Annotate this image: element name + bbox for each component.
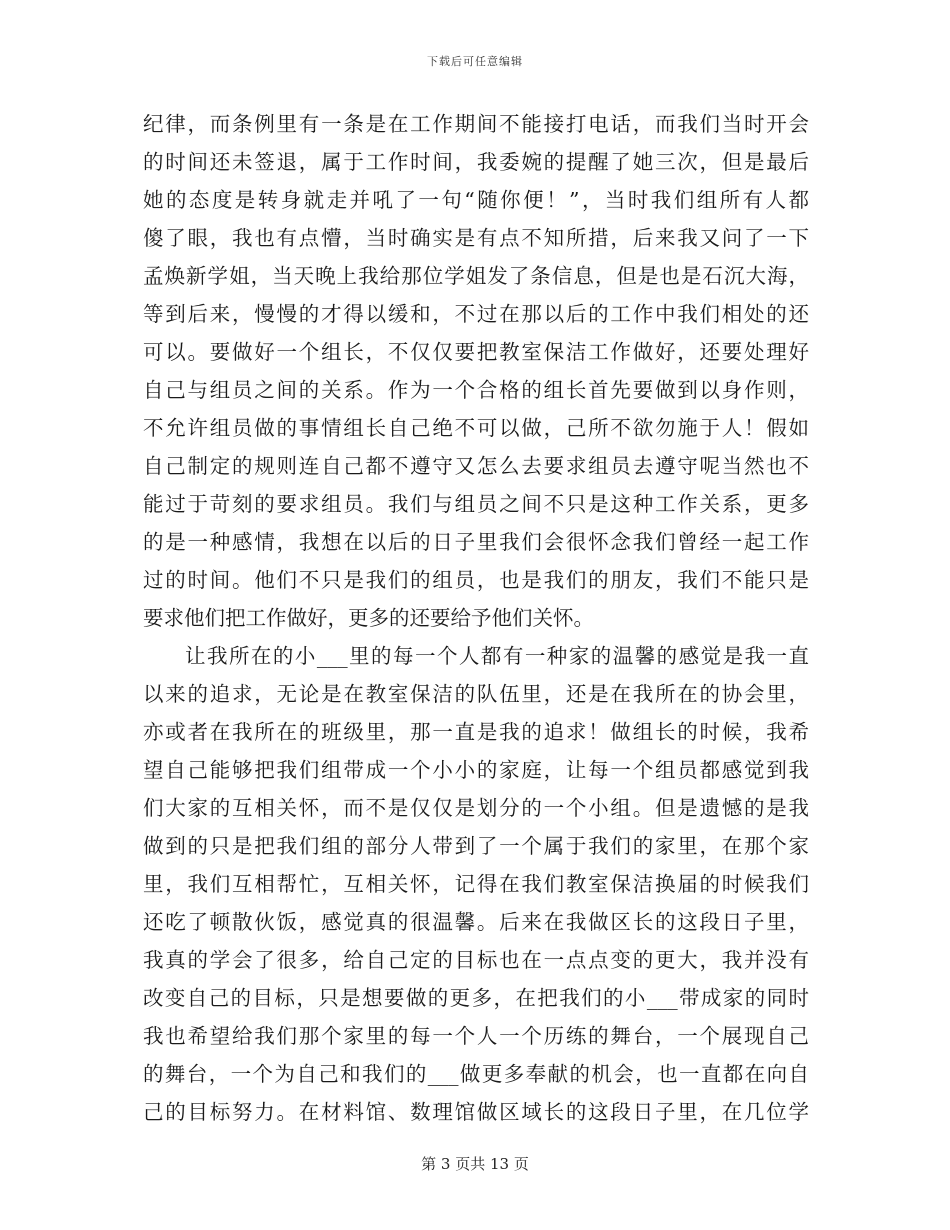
text-line: 孟焕新学姐，当天晚上我给那位学姐发了条信息，但是也是石沉大海，	[143, 264, 809, 288]
text-line: 她的态度是转身就走并吼了一句“随你便！”，当时我们组所有人都	[143, 188, 809, 212]
text-line: 自己与组员之间的关系。作为一个合格的组长首先要做到以身作则，	[143, 378, 809, 402]
text-line: 里，我们互相帮忙，互相关怀，记得在我们教室保洁换届的时候我们	[143, 872, 809, 896]
text-line: 能过于苛刻的要求组员。我们与组员之间不只是这种工作关系，更多	[143, 492, 809, 516]
text-line: 改变自己的目标，只是想要做的更多，在把我们的小___带成家的同时	[143, 986, 809, 1010]
text-line-last: 要求他们把工作做好，更多的还要给予他们关怀。	[143, 606, 594, 630]
page-number: 第 3 页共 13 页	[421, 1155, 529, 1173]
text-line: 不允许组员做的事情组长自己绝不可以做，己所不欲勿施于人！假如	[143, 416, 809, 440]
text-line: 还吃了顿散伙饭，感觉真的很温馨。后来在我做区长的这段日子里，	[143, 910, 809, 934]
text-line: 的时间还未签退，属于工作时间，我委婉的提醒了她三次，但是最后	[143, 150, 809, 174]
paragraph-first-line: 让我所在的小___里的每一个人都有一种家的温馨的感觉是我一直	[185, 644, 809, 668]
page-header-note: 下载后可任意编辑	[427, 55, 523, 68]
text-line: 们大家的互相关怀，而不是仅仅是划分的一个小组。但是遗憾的是我	[143, 796, 809, 820]
text-line: 我也希望给我们那个家里的每一个人一个历练的舞台，一个展现自己	[143, 1024, 809, 1048]
text-line: 傻了眼，我也有点懵，当时确实是有点不知所措，后来我又问了一下	[143, 226, 809, 250]
text-line: 己的目标努力。在材料馆、数理馆做区域长的这段日子里，在几位学	[143, 1100, 809, 1124]
text-line: 自己制定的规则连自己都不遵守又怎么去要求组员去遵守呢当然也不	[143, 454, 809, 478]
text-line: 亦或者在我所在的班级里，那一直是我的追求！做组长的时候，我希	[143, 720, 809, 744]
text-line: 等到后来，慢慢的才得以缓和，不过在那以后的工作中我们相处的还	[143, 302, 809, 326]
document-body	[143, 105, 809, 1131]
text-line: 的舞台，一个为自己和我们的___做更多奉献的机会，也一直都在向自	[143, 1062, 809, 1086]
text-line: 做到的只是把我们组的部分人带到了一个属于我们的家里，在那个家	[143, 834, 809, 858]
text-line: 可以。要做好一个组长，不仅仅要把教室保洁工作做好，还要处理好	[143, 340, 809, 364]
text-line: 望自己能够把我们组带成一个小小的家庭，让每一个组员都感觉到我	[143, 758, 809, 782]
text-line: 过的时间。他们不只是我们的组员，也是我们的朋友，我们不能只是	[143, 568, 809, 592]
text-line: 以来的追求，无论是在教室保洁的队伍里，还是在我所在的协会里，	[143, 682, 809, 706]
text-line: 纪律，而条例里有一条是在工作期间不能接打电话，而我们当时开会	[143, 112, 809, 136]
text-line: 我真的学会了很多，给自己定的目标也在一点点变的更大，我并没有	[143, 948, 809, 972]
text-line: 的是一种感情，我想在以后的日子里我们会很怀念我们曾经一起工作	[143, 530, 809, 554]
